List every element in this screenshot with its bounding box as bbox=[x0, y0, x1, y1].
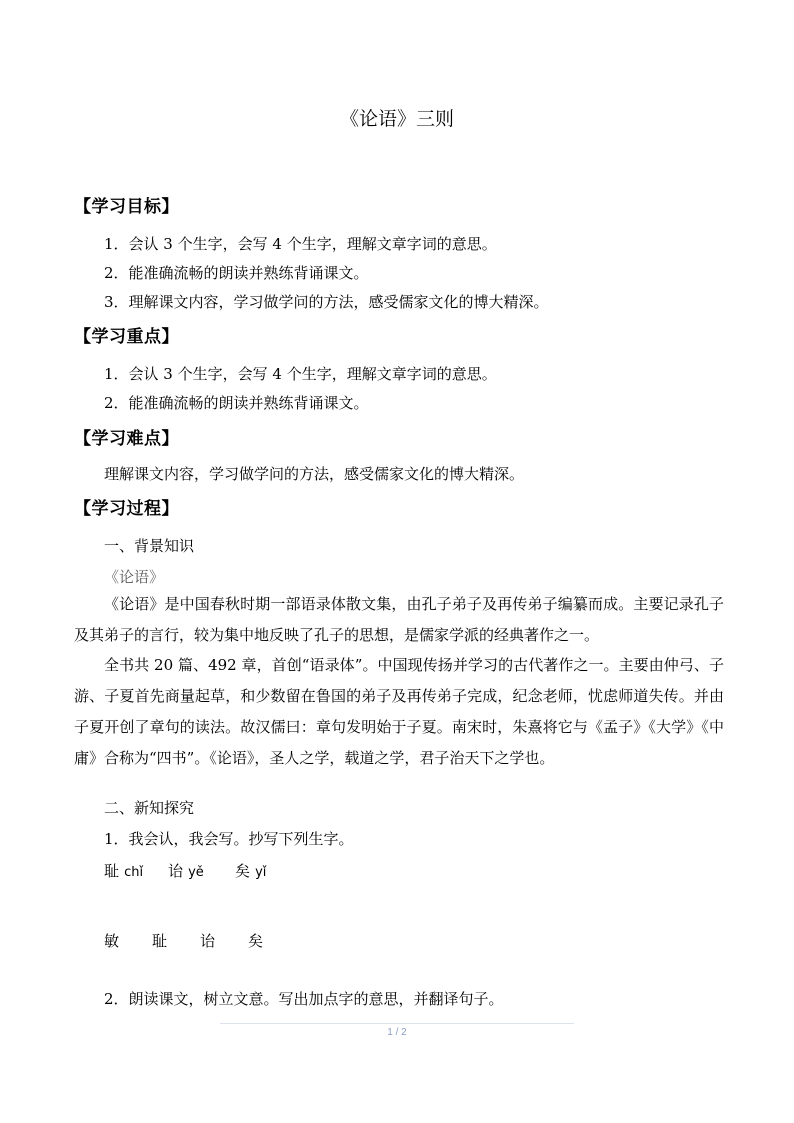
pinyin-word bbox=[104, 860, 143, 881]
write-char: 敏 bbox=[104, 932, 120, 950]
word-char: 诒 bbox=[168, 862, 184, 880]
write-char: 诒 bbox=[200, 932, 216, 950]
pinyin-word bbox=[168, 860, 204, 881]
difficulty-text: 理解课文内容，学习做学问的方法，感受儒家文化的博大精深。 bbox=[104, 465, 525, 483]
background-paragraph-1: 《论语》是中国春秋时期一部语录体散文集，由孔子弟子及再传弟子编纂而成。主要记录孔子及其弟子的言行，较为集中地反映了孔子的思想，是儒家学派的经典著作之一。 bbox=[74, 595, 724, 644]
word-pinyin: yǐ bbox=[255, 865, 267, 880]
word-pinyin: chǐ bbox=[124, 865, 144, 880]
section-heading-process: 【学习过程】 bbox=[74, 499, 179, 519]
explore-heading: 二、新知探究 bbox=[104, 799, 195, 817]
background-heading: 一、背景知识 bbox=[104, 537, 195, 555]
page-number: 1 / 2 bbox=[387, 1027, 407, 1038]
background-subtitle: 《论语》 bbox=[104, 568, 165, 586]
objective-item: 3．理解课文内容，学习做学问的方法，感受儒家文化的博大精深。 bbox=[104, 293, 549, 311]
write-char: 矣 bbox=[248, 932, 264, 950]
objective-item: 1．会认 3 个生字，会写 4 个生字，理解文章字词的意思。 bbox=[104, 235, 497, 253]
section-heading-key-points: 【学习重点】 bbox=[74, 327, 179, 347]
objective-item: 2．能准确流畅的朗读并熟练背诵课文。 bbox=[104, 264, 369, 282]
key-point-item: 2．能准确流畅的朗读并熟练背诵课文。 bbox=[104, 394, 369, 412]
explore-task-2: 2．朗读课文，树立文意。写出加点字的意思，并翻译句子。 bbox=[104, 990, 504, 1008]
write-char: 耻 bbox=[152, 932, 168, 950]
word-char: 矣 bbox=[235, 862, 251, 880]
word-char: 耻 bbox=[104, 862, 120, 880]
section-heading-difficulties: 【学习难点】 bbox=[74, 429, 179, 449]
explore-task-1: 1．我会认，我会写。抄写下列生字。 bbox=[104, 830, 354, 848]
pinyin-word bbox=[235, 860, 266, 881]
background-paragraph-2: 全书共 20 篇、492 章，首创“语录体”。中国现传扬并学习的古代著作之一。主要由仲弓、子游、子夏首先商量起草，和少数留在鲁国的弟子及再传弟子完成，纪念老师，忧虑师道失传。并由子夏开创了章句的读法。故汉儒曰：章句发明始于子夏。南宋时，朱熹将它与《孟子》《大学》《中庸》合称为“四书”。《论语》，圣人之学，载道之学，君子治天下之学也。 bbox=[74, 656, 724, 767]
page-title: 《论语》三则 bbox=[339, 108, 454, 130]
key-point-item: 1．会认 3 个生字，会写 4 个生字，理解文章字词的意思。 bbox=[104, 365, 497, 383]
footer-divider bbox=[220, 1023, 574, 1024]
section-heading-objectives: 【学习目标】 bbox=[74, 197, 179, 217]
word-pinyin: yě bbox=[188, 865, 204, 880]
